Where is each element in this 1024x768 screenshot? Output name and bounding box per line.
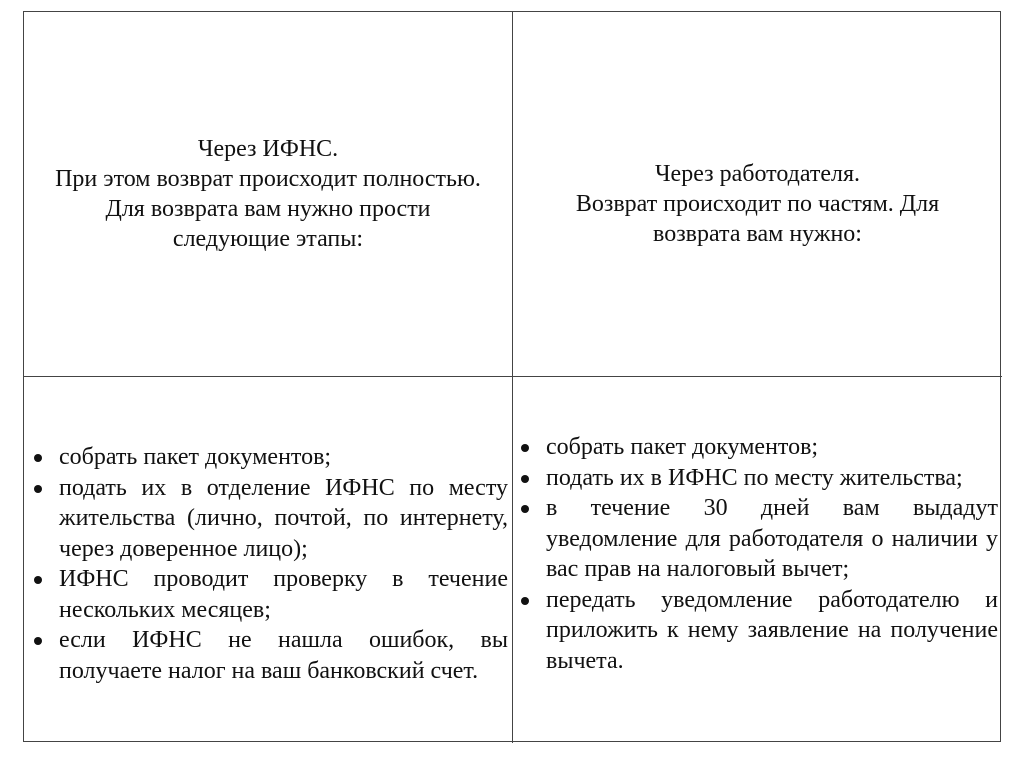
header-employer-line: возврата вам нужно: xyxy=(653,221,862,247)
list-item xyxy=(519,585,998,677)
bullet-icon xyxy=(521,444,529,452)
list-item xyxy=(32,442,508,473)
bullet-icon xyxy=(34,485,42,493)
header-ifns xyxy=(51,134,485,254)
bullet-icon xyxy=(34,454,42,462)
step-text: ИФНС проводит проверку в течение нескольких месяцев; xyxy=(59,566,508,623)
header-ifns-line: Через ИФНС. xyxy=(197,136,339,162)
steps-list-employer xyxy=(513,432,1002,676)
header-employer-line: Через работодателя. xyxy=(654,161,861,187)
steps-list-ifns xyxy=(24,442,512,686)
bullet-icon xyxy=(34,637,42,645)
header-ifns-line: Для возврата вам нужно прости xyxy=(105,196,431,222)
list-item xyxy=(32,625,508,686)
list-item xyxy=(32,473,508,565)
bullet-icon xyxy=(521,597,529,605)
steps-cell-ifns xyxy=(24,377,513,743)
header-employer-line: Возврат происходит по частям. Для xyxy=(575,191,940,217)
bullet-icon xyxy=(521,505,529,513)
header-cell-ifns xyxy=(24,12,513,377)
steps-cell-employer xyxy=(513,377,1002,743)
comparison-table xyxy=(23,11,1001,742)
step-text: передать уведомление работодателю и приложить к нему заявление на получение вычета. xyxy=(546,586,998,674)
step-text: в течение 30 дней вам выдадут уведомление для работодателя о наличии у вас прав на налоговый вычет; xyxy=(546,495,998,582)
step-text: подать их в ИФНС по месту жительства; xyxy=(546,464,963,491)
header-employer xyxy=(572,159,943,249)
header-ifns-line: следующие этапы: xyxy=(172,226,364,252)
header-ifns-line: При этом возврат происходит полностью. xyxy=(55,166,481,192)
list-item xyxy=(32,564,508,625)
list-item xyxy=(519,432,998,463)
step-text: если ИФНС не нашла ошибок, вы получаете налог на ваш банковский счет. xyxy=(59,627,508,684)
bullet-icon xyxy=(521,475,529,483)
bullet-icon xyxy=(34,576,42,584)
step-text: собрать пакет документов; xyxy=(59,444,332,470)
list-item xyxy=(519,493,998,585)
header-cell-employer xyxy=(513,12,1002,377)
step-text: подать их в отделение ИФНС по месту жительства (лично, почтой, по интернету, через доверенное лицо); xyxy=(59,474,508,562)
list-item xyxy=(519,463,998,494)
step-text: собрать пакет документов; xyxy=(546,434,819,460)
